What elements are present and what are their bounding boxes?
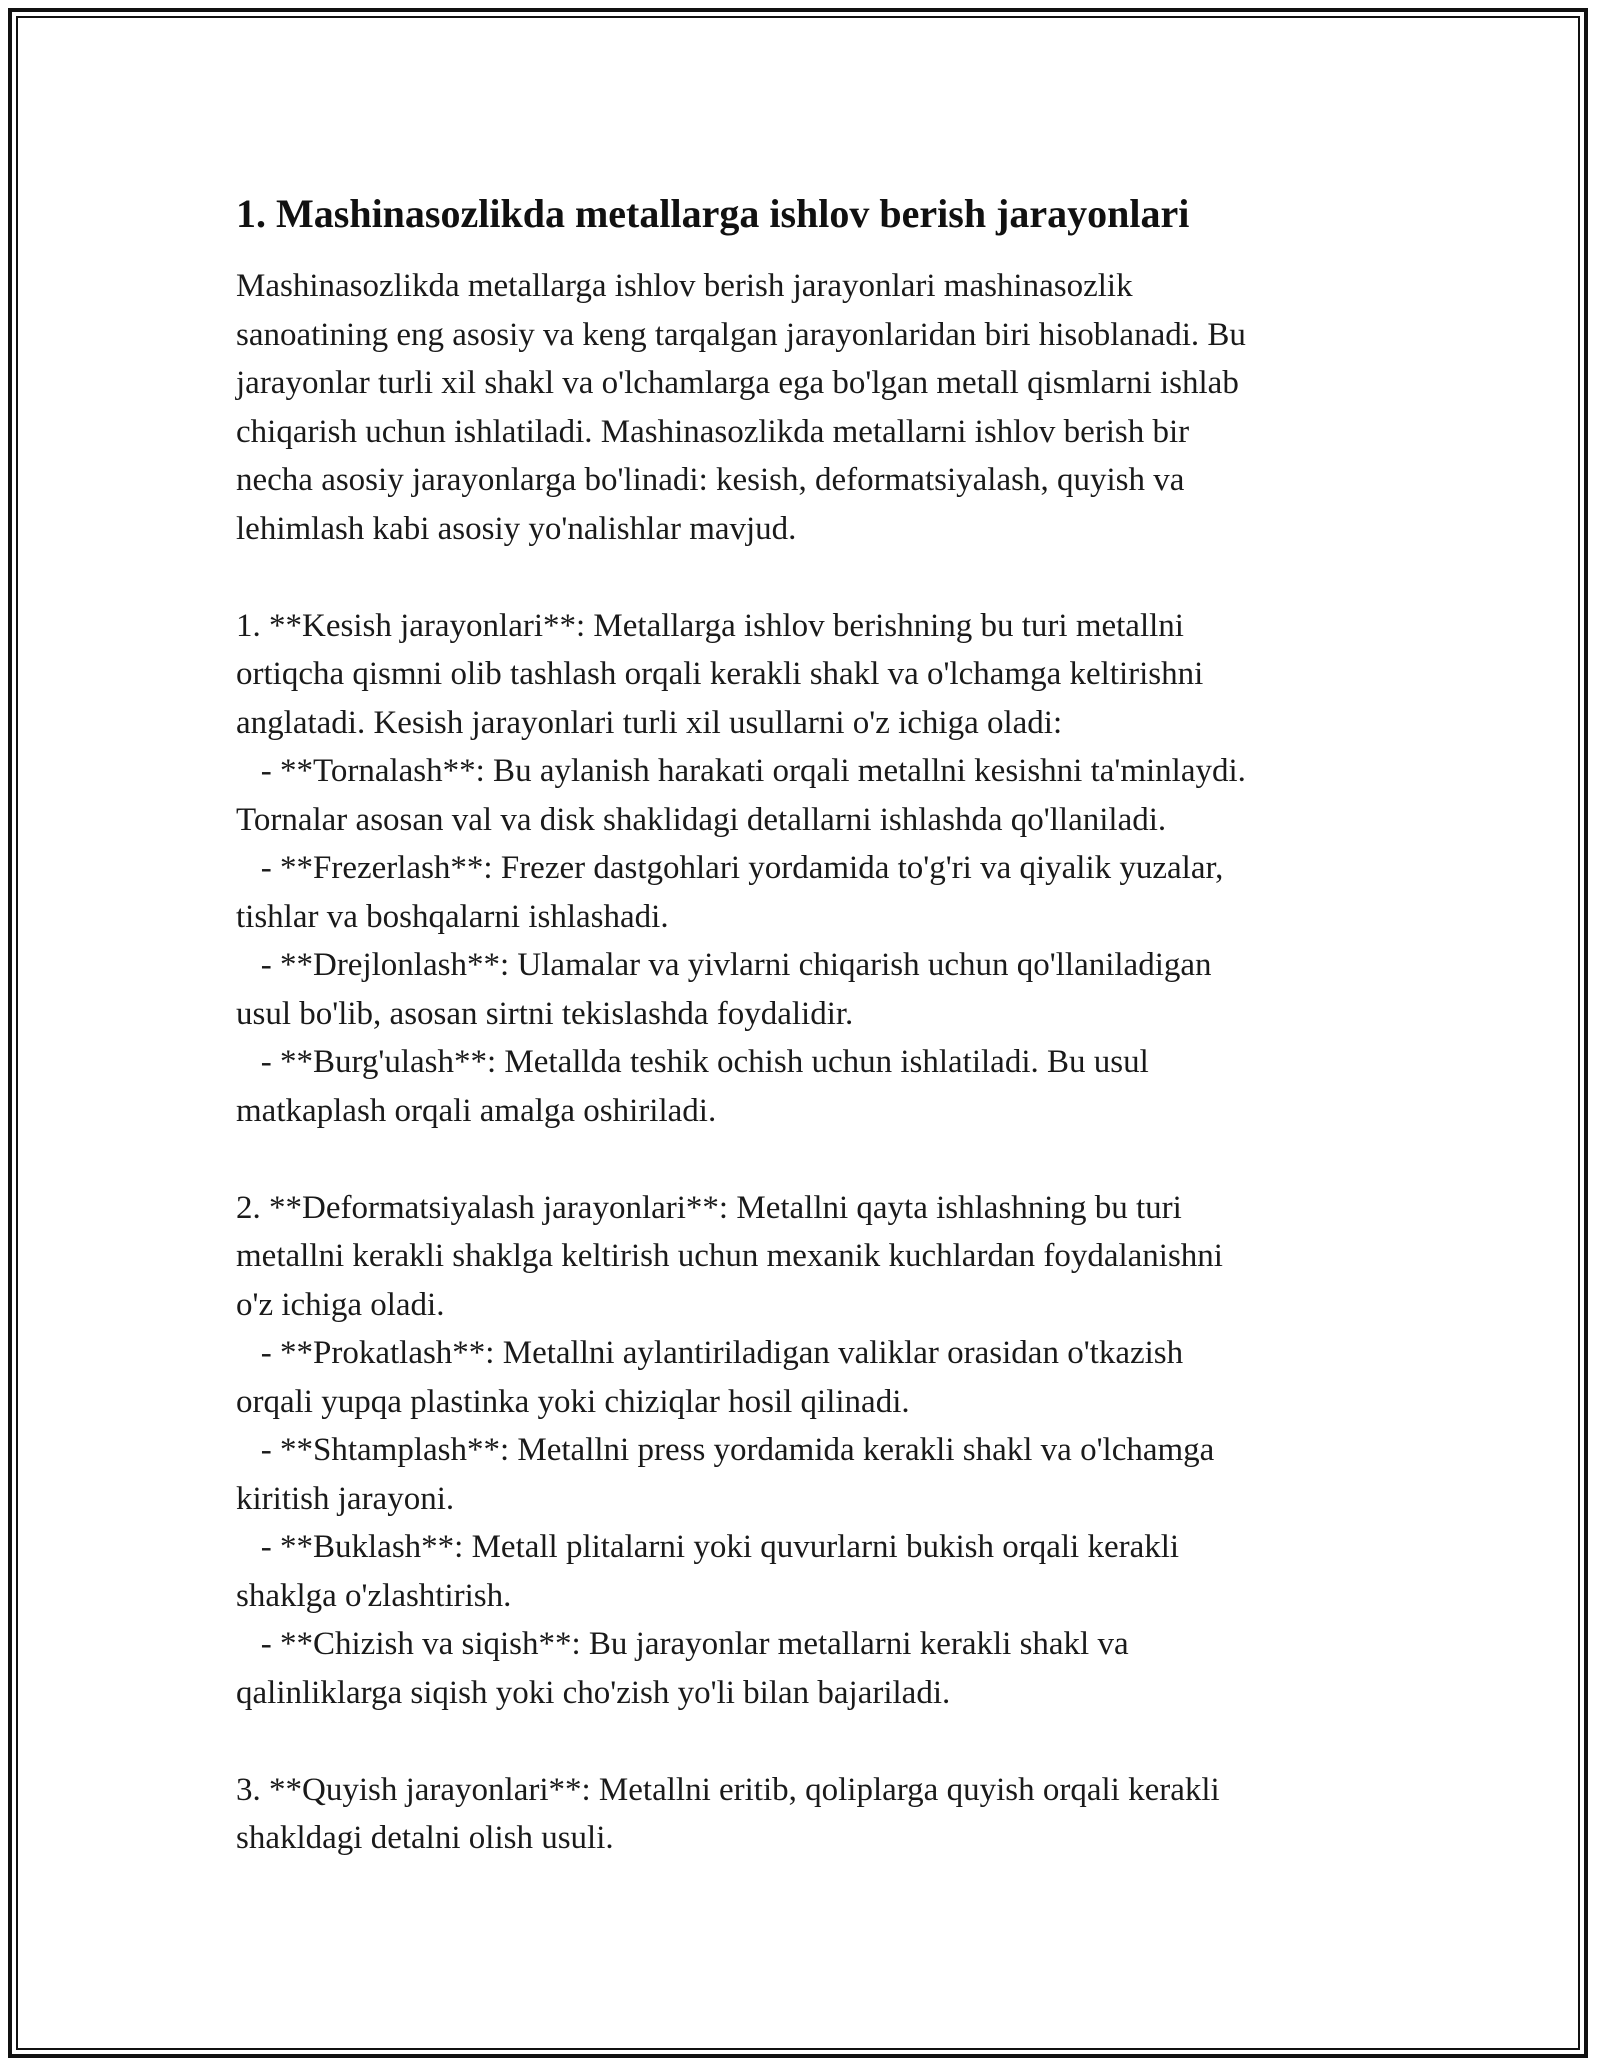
list-item: - **Frezerlash**: Frezer dastgohlari yordamida to'g'ri va qiyalik yuzalar, tishlar va boshqalarni ishlashadi. xyxy=(236,850,1224,935)
list-item: - **Tornalash**: Bu aylanish harakati orqali metallni kesishni ta'minlaydi. Tornalar asosan val va disk shaklidagi detallarni ishlashda qo'llaniladi. xyxy=(236,753,1246,838)
section-cutting xyxy=(236,602,1386,1136)
list-item: - **Drejlonlash**: Ulamalar va yivlarni chiqarish uchun qo'llaniladigan usul bo'lib, asosan sirtni tekislashda foydalidir. xyxy=(236,947,1212,1032)
intro-paragraph: Mashinasozlikda metallarga ishlov berish jarayonlari mashinasozlik sanoatining eng asosiy va keng tarqalgan jarayonlaridan biri hisoblanadi. Bu jarayonlar turli xil shakl va o'lchamlarga ega bo'lgan metall qismlarni ishlab chiqarish uchun ishlatiladi. Mashinasozlikda metallarni ishlov berish bir necha asosiy jarayonlarga bo'linadi: kesish, deformatsiyalash, quyish va lehimlash kabi asosiy yo'nalishlar mavjud. xyxy=(236,268,1246,547)
section-heading: 3. **Quyish jarayonlari**: Metallni eritib, qoliplarga quyish orqali kerakli shakldagi detalni olish usuli. xyxy=(236,1771,1220,1856)
paragraph-gap xyxy=(236,1717,1386,1766)
list-item: - **Burg'ulash**: Metallda teshik ochish uchun ishlatiladi. Bu usul matkaplash orqali amalga oshiriladi. xyxy=(236,1044,1149,1129)
list-item: - **Shtamplash**: Metallni press yordamida kerakli shakl va o'lchamga kiritish jarayoni. xyxy=(236,1432,1215,1517)
list-item: - **Prokatlash**: Metallni aylantiriladigan valiklar orasidan o'tkazish orqali yupqa plastinka yoki chiziqlar hosil qilinadi. xyxy=(236,1335,1184,1420)
section-heading: 2. **Deformatsiyalash jarayonlari**: Metallni qayta ishlashning bu turi metallni kerakli shaklga keltirish uchun mexanik kuchlardan foydalanishni o'z ichiga oladi. xyxy=(236,1189,1223,1323)
list-item: - **Buklash**: Metall plitalarni yoki quvurlarni bukish orqali kerakli shaklga o'zlashtirish. xyxy=(236,1529,1180,1614)
section-casting xyxy=(236,1766,1386,1863)
paragraph-gap xyxy=(236,553,1386,602)
list-item: - **Chizish va siqish**: Bu jarayonlar metallarni kerakli shakl va qalinliklarga siqish yoki cho'zish yo'li bilan bajariladi. xyxy=(236,1626,1129,1711)
document-title: 1. Mashinasozlikda metallarga ishlov berish jarayonlari xyxy=(236,191,1190,236)
document-page xyxy=(236,182,1386,1863)
section-heading: 1. **Kesish jarayonlari**: Metallarga ishlov berishning bu turi metallni ortiqcha qismni olib tashlash orqali kerakli shakl va o'lchamga keltirishni anglatadi. Kesish jarayonlari turli xil usullarni o'z ichiga oladi: xyxy=(236,607,1204,741)
paragraph-gap xyxy=(236,1135,1386,1184)
section-deformation xyxy=(236,1184,1386,1718)
